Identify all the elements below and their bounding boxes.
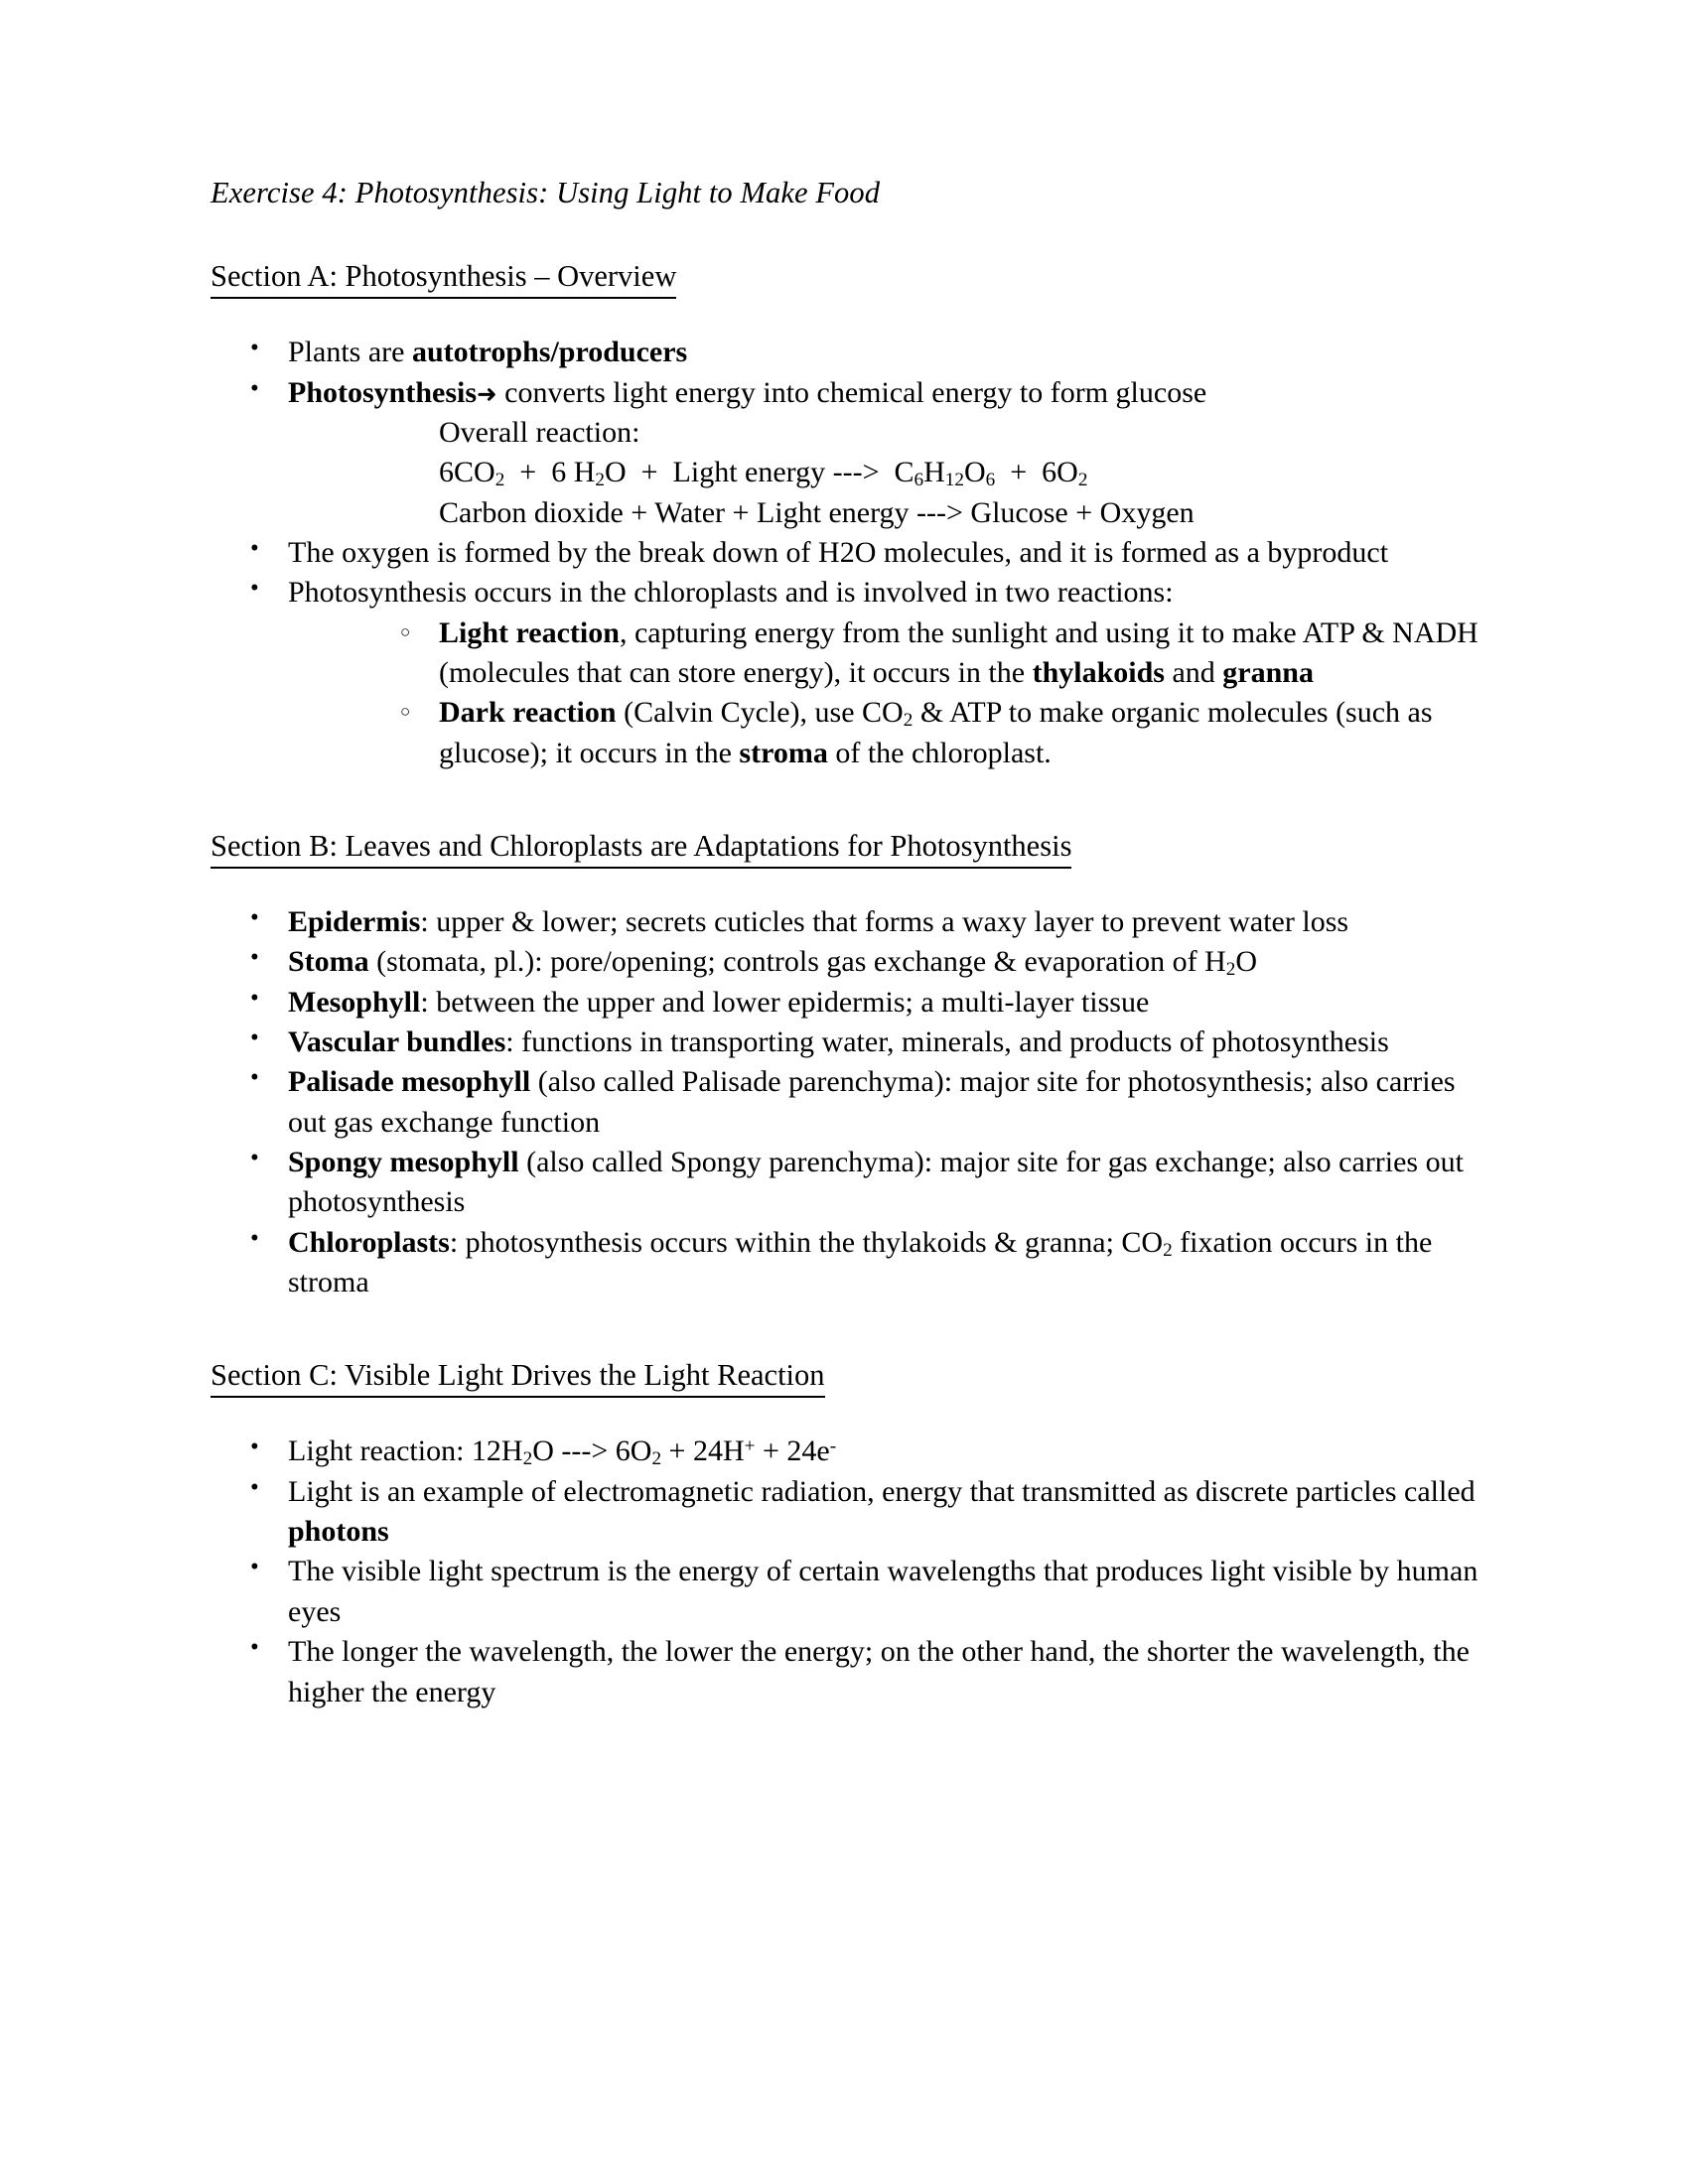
stoma-text-1: (stomata, pl.): pore/opening; controls gas exchange & evaporation of H — [368, 945, 1226, 979]
bullet-oxygen-byproduct: • The oxygen is formed by the break down of H2O molecules, and it is formed as a byproduct — [211, 533, 1489, 573]
section-b-heading-wrap — [211, 827, 1489, 902]
overall-reaction-label: Overall reaction: — [439, 415, 640, 449]
chloroplasts-text-2: fixation occurs in the stroma — [288, 1225, 1433, 1299]
term-light-reaction: Light reaction — [439, 615, 620, 649]
stoma-sub: 2 — [1225, 959, 1236, 981]
bullet-visible-spectrum: • The visible light spectrum is the energy of certain wavelengths that produces light visible by human eyes — [211, 1552, 1489, 1632]
overall-reaction-words: Carbon dioxide + Water + Light energy ---> Glucose + Oxygen — [439, 495, 1195, 529]
bullet-text-tail: converts light energy into chemical energy to form glucose — [496, 375, 1207, 409]
subbullet-light-reaction — [288, 614, 1489, 694]
dark-reaction-sub: 2 — [903, 710, 914, 732]
term-granna: granna — [1222, 655, 1314, 689]
term-palisade-mesophyll: Palisade mesophyll — [288, 1065, 531, 1099]
mesophyll-text: : between the upper and lower epidermis; a multi-layer tissue — [420, 985, 1150, 1019]
section-c-heading: Section C: Visible Light Drives the Light Reaction — [211, 1356, 825, 1398]
term-vascular-bundles: Vascular bundles — [288, 1025, 506, 1058]
light-reaction-text-1: , capturing energy from the sunlight and using it to make ATP & NADH (molecules that can store energy), it occurs in the — [439, 615, 1478, 689]
section-c-heading-wrap — [211, 1356, 1489, 1432]
section-a-bullet-list — [211, 333, 1489, 773]
bullet-epidermis — [211, 902, 1489, 942]
palisade-mesophyll-text: (also called Palisade parenchyma): major site for photosynthesis; also carries out gas exchange function — [288, 1065, 1456, 1139]
right-arrow-icon: ➜ — [477, 378, 497, 408]
term-thylakoids: thylakoids — [1032, 655, 1165, 689]
term-chloroplasts: Chloroplasts — [288, 1225, 450, 1259]
stoma-text-2: O — [1235, 945, 1258, 979]
term-stoma: Stoma — [288, 945, 369, 979]
section-b-heading: Section B: Leaves and Chloroplasts are Adaptations for Photosynthesis — [211, 827, 1071, 869]
chloroplasts-sub: 2 — [1163, 1239, 1173, 1261]
section-a-subbullet-list — [288, 614, 1489, 773]
eq-sub-1: 2 — [522, 1448, 533, 1470]
term-mesophyll: Mesophyll — [288, 985, 421, 1019]
dark-reaction-text-3: of the chloroplast. — [827, 736, 1052, 769]
light-reaction-text-2: and — [1164, 655, 1223, 689]
eq-sup-plus: + — [744, 1435, 756, 1457]
bullet-chloroplasts — [211, 1223, 1489, 1303]
bullet-photons — [211, 1472, 1489, 1553]
bullet-text-bold: autotrophs/producers — [411, 336, 688, 369]
bullet-plants-autotrophs — [211, 333, 1489, 372]
bullet-palisade-mesophyll — [211, 1062, 1489, 1143]
page-title: Exercise 4: Photosynthesis: Using Light to Make Food — [211, 176, 881, 209]
eq-prefix: Light reaction: 12H — [288, 1434, 523, 1468]
overall-reaction-block — [288, 413, 1489, 533]
overall-reaction-formula: $6CO_2 + 6$ $H_2O$ + Light energy ---> $C_6H_{12}O_6 + 6O_2$ — [439, 456, 1088, 491]
term-epidermis: Epidermis — [288, 904, 421, 938]
bullet-text: Photosynthesis occurs in the chloroplasts and is involved in two reactions: — [288, 576, 1174, 610]
bullet-spongy-mesophyll — [211, 1143, 1489, 1223]
section-a-heading-wrap — [211, 257, 1489, 333]
eq-mid-1: O ---> 6O — [532, 1434, 652, 1468]
chloroplasts-text-1: : photosynthesis occurs within the thylakoids & granna; CO — [449, 1225, 1164, 1259]
bullet-text-lead: Plants are — [288, 336, 412, 369]
light-reaction-equation — [288, 1434, 837, 1470]
term-spongy-mesophyll: Spongy mesophyll — [288, 1146, 519, 1179]
term-photons: photons — [288, 1515, 389, 1549]
dark-reaction-text-1: (Calvin Cycle), use CO — [616, 696, 904, 730]
bullet-light-reaction-equation — [211, 1432, 1489, 1471]
section-c-bullet-list — [211, 1432, 1489, 1711]
bullet-stoma — [211, 942, 1489, 982]
dark-reaction-text-2: & ATP to make organic molecules (such as glucose); it occurs in the — [439, 696, 1433, 769]
eq-mid-3: + 24e — [755, 1434, 830, 1468]
epidermis-text: : upper & lower; secrets cuticles that forms a waxy layer to prevent water loss — [420, 904, 1349, 938]
bullet-mesophyll — [211, 983, 1489, 1023]
bullet-vascular-bundles — [211, 1023, 1489, 1062]
bullet-photosynthesis-definition — [211, 373, 1489, 533]
section-b-bullet-list — [211, 902, 1489, 1302]
eq-sup-minus: - — [829, 1435, 837, 1457]
bullet-chloroplast-two-reactions — [211, 573, 1489, 773]
term-stroma: stroma — [739, 736, 828, 769]
vascular-bundles-text: : functions in transporting water, minerals, and products of photosynthesis — [505, 1025, 1389, 1058]
photons-text: Light is an example of electromagnetic radiation, energy that transmitted as discrete particles called — [288, 1474, 1476, 1508]
subbullet-dark-reaction — [288, 693, 1489, 773]
section-a-heading: Section A: Photosynthesis – Overview — [211, 257, 676, 299]
bullet-term-photosynthesis: Photosynthesis — [288, 375, 478, 409]
bullet-wavelength-energy: • The longer the wavelength, the lower the energy; on the other hand, the shorter the wavelength, the higher the energy — [211, 1632, 1489, 1712]
spongy-mesophyll-text: (also called Spongy parenchyma): major site for gas exchange; also carries out photosynthesis — [288, 1146, 1464, 1219]
term-dark-reaction: Dark reaction — [439, 696, 617, 730]
eq-sub-2: 2 — [651, 1448, 662, 1470]
eq-mid-2: + 24H — [661, 1434, 745, 1468]
